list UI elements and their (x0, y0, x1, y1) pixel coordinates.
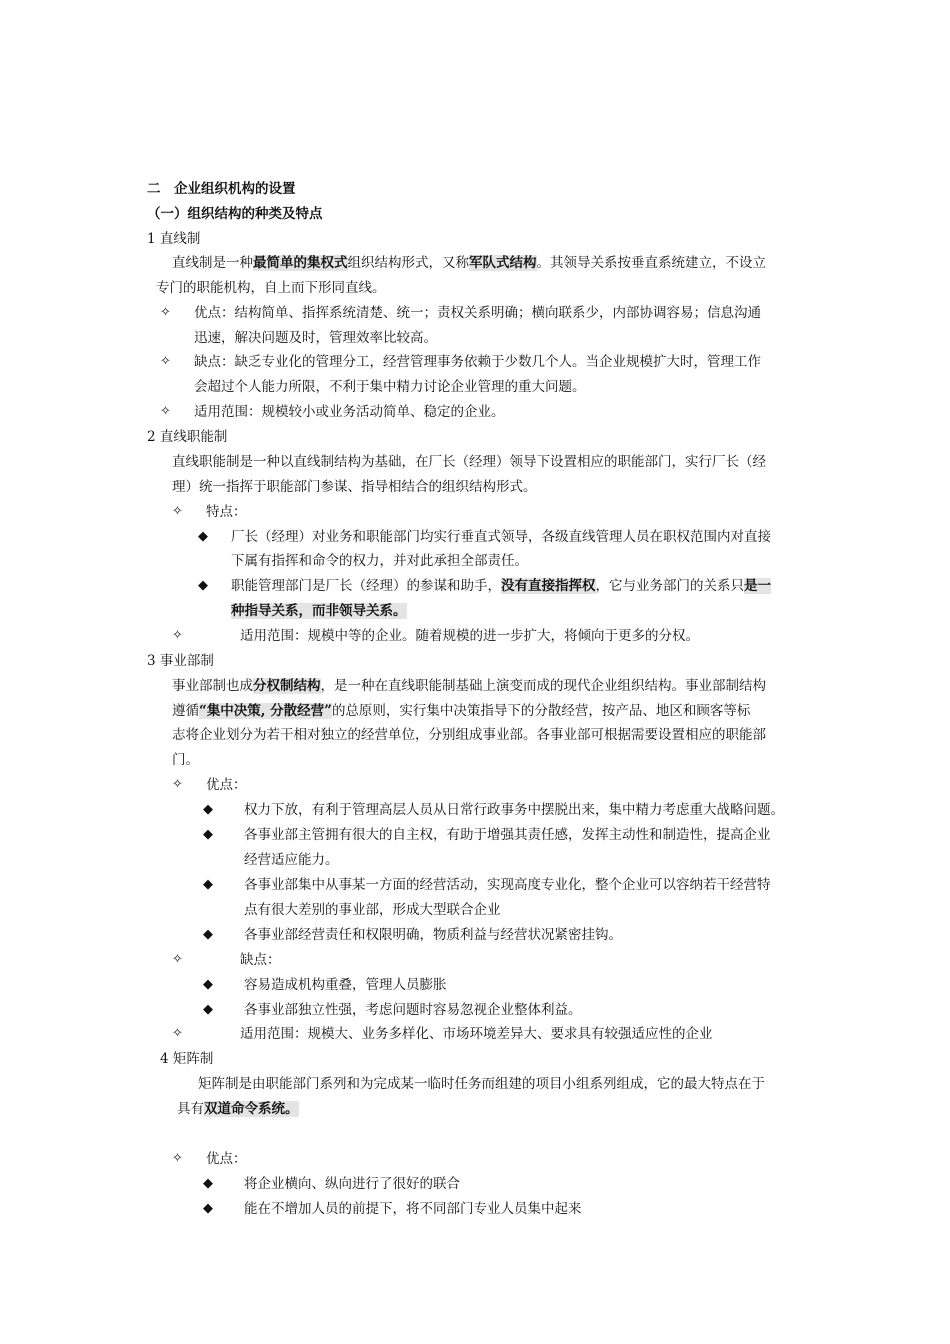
s3-title: 3 事业部制 (147, 653, 214, 669)
s3-para-line2: 遵循“集中决策, 分散经营”的总原则，实行集中决策指导下的分散经营，按产品、地区和顾客等标 (172, 703, 751, 719)
s2-features-label: 特点： (206, 504, 247, 520)
s3-scope: 适用范围：规模大、业务多样化、市场环境差异大、要求具有较强适应性的企业 (240, 1026, 713, 1042)
hollow-diamond-icon: ✧ (172, 1026, 183, 1041)
s1-disadvantages-line2: 会超过个人能力所限，不利于集中精力讨论企业管理的重大问题。 (194, 379, 586, 395)
solid-diamond-icon: ◆ (198, 529, 208, 544)
s4-advantages-label: 优点： (206, 1151, 247, 1167)
s3-advantage1: 权力下放，有利于管理高层人员从日常行政事务中摆脱出来，集中精力考虑重大战略问题。 (244, 802, 784, 818)
solid-diamond-icon: ◆ (198, 578, 208, 593)
hollow-diamond-icon: ✧ (172, 504, 183, 519)
solid-diamond-icon: ◆ (203, 1002, 213, 1017)
s2-feature2-line1: 职能管理部门是厂长（经理）的参谋和助手，没有直接指挥权，它与业务部门的关系只是一 (231, 578, 771, 594)
s4-para-line1: 矩阵制是由职能部门系列和为完成某一临时任务而组建的项目小组系列组成，它的最大特点在于 (198, 1076, 765, 1092)
subsection-heading: （一）组织结构的种类及特点 (147, 206, 323, 222)
s2-para-line2: 理）统一指挥于职能部门参谋、指导相结合的组织结构形式。 (172, 479, 537, 495)
hollow-diamond-icon: ✧ (160, 354, 171, 369)
solid-diamond-icon: ◆ (203, 927, 213, 942)
hollow-diamond-icon: ✧ (172, 777, 183, 792)
s1-advantages-line1: 优点：结构简单、指挥系统清楚、统一；责权关系明确；横向联系少，内部协调容易；信息沟通 (194, 305, 761, 321)
s1-para-line1: 直线制是一种最简单的集权式组织结构形式，又称军队式结构。其领导关系按垂直系统建立，不设立 (172, 255, 766, 271)
hollow-diamond-icon: ✧ (172, 628, 183, 643)
s2-feature1-line1: 厂长（经理）对业务和职能部门均实行垂直式领导，各级直线管理人员在职权范围内对直接 (231, 529, 771, 545)
s4-advantage1: 将企业横向、纵向进行了很好的联合 (244, 1176, 460, 1192)
s1-para-line2: 专门的职能机构，自上而下形同直线。 (156, 280, 386, 296)
solid-diamond-icon: ◆ (203, 802, 213, 817)
hollow-diamond-icon: ✧ (172, 1151, 183, 1166)
s4-advantage2: 能在不增加人员的前提下，将不同部门专业人员集中起来 (244, 1201, 582, 1217)
s1-advantages-line2: 迅速，解决问题及时，管理效率比较高。 (194, 330, 437, 346)
s3-para-line3: 志将企业划分为若干相对独立的经营单位，分别组成事业部。各事业部可根据需要设置相应的职能部 (172, 727, 766, 743)
s3-advantage4: 各事业部经营责任和权限明确，物质利益与经营状况紧密挂钩。 (244, 927, 622, 943)
s4-title: 4 矩阵制 (160, 1051, 214, 1067)
s3-para-line1: 事业部制也成分权制结构，是一种在直线职能制基础上演变而成的现代企业组织结构。事业部制结构 (172, 678, 766, 694)
s2-feature2-line2: 种指导关系，而非领导关系。 (231, 603, 407, 619)
hollow-diamond-icon: ✧ (172, 952, 183, 967)
s3-advantages-label: 优点： (206, 777, 247, 793)
s1-disadvantages-line1: 缺点：缺乏专业化的管理分工，经营管理事务依赖于少数几个人。当企业规模扩大时，管理工作 (194, 354, 761, 370)
s3-disadvantages-label: 缺点： (240, 952, 281, 968)
s3-disadvantage1: 容易造成机构重叠，管理人员膨胀 (244, 977, 447, 993)
solid-diamond-icon: ◆ (203, 827, 213, 842)
s2-feature1-line2: 下属有指挥和命令的权力，并对此承担全部责任。 (231, 553, 528, 569)
s2-title: 2 直线职能制 (147, 429, 228, 445)
s3-advantage2-line2: 经营适应能力。 (244, 852, 339, 868)
solid-diamond-icon: ◆ (203, 1201, 213, 1216)
s1-title: 1 直线制 (147, 231, 201, 247)
s4-para-line2: 具有双道命令系统。 (177, 1101, 299, 1117)
s2-para-line1: 直线职能制是一种以直线制结构为基础，在厂长（经理）领导下设置相应的职能部门，实行厂长（经 (172, 454, 766, 470)
s3-advantage3-line2: 点有很大差别的事业部，形成大型联合企业 (244, 902, 501, 918)
s3-para-line4: 门。 (172, 752, 199, 768)
solid-diamond-icon: ◆ (203, 1176, 213, 1191)
solid-diamond-icon: ◆ (203, 877, 213, 892)
s1-scope: 适用范围：规模较小或业务活动简单、稳定的企业。 (194, 404, 505, 420)
hollow-diamond-icon: ✧ (160, 404, 171, 419)
s3-advantage3-line1: 各事业部集中从事某一方面的经营活动，实现高度专业化，整个企业可以容纳若干经营特 (244, 877, 771, 893)
s3-disadvantage2: 各事业部独立性强，考虑问题时容易忽视企业整体利益。 (244, 1002, 582, 1018)
hollow-diamond-icon: ✧ (160, 305, 171, 320)
solid-diamond-icon: ◆ (203, 977, 213, 992)
section-heading: 二 企业组织机构的设置 (147, 181, 296, 197)
s2-scope: 适用范围：规模中等的企业。随着规模的进一步扩大，将倾向于更多的分权。 (240, 628, 699, 644)
s3-advantage2-line1: 各事业部主管拥有很大的自主权，有助于增强其责任感，发挥主动性和制造性，提高企业 (244, 827, 771, 843)
